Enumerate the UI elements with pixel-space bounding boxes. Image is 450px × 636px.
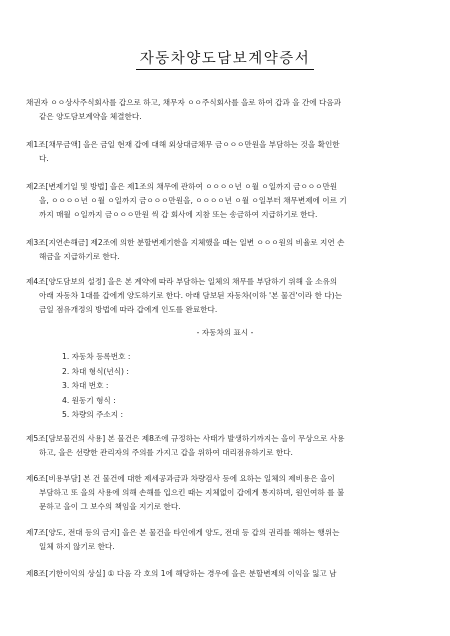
article-6 (26, 472, 424, 514)
text-line: 일체 하지 않기로 한다. (39, 542, 115, 551)
article-7 (26, 526, 424, 554)
list-item: 4. 원동기 형식 : (62, 395, 116, 405)
article-8 (26, 567, 424, 581)
list-item: 1. 자동차 등록번호 : (62, 352, 131, 361)
article-5 (26, 432, 424, 460)
text-line: 제8조[기한이익의 상실] ① 다음 각 호의 1에 해당하는 경우에 을은 분할변제의 이익을 잃고 남 (26, 569, 337, 578)
text-line: 제4조[양도담보의 설정] 을은 본 계약에 따라 부담하는 일체의 채무를 부담하기 위해 을 소유의 (26, 277, 338, 286)
text-line: 을, ㅇㅇㅇㅇ년 ㅇ월 ㅇ일까지 금ㅇㅇㅇ만원을, ㅇㅇㅇㅇ년 ㅇ월 ㅇ일부터 채무변제에 이르 기 (39, 196, 347, 205)
text-line: 제5조[담보물건의 사용] 본 물건은 제8조에 규정하는 사태가 발생하기까지는 을이 무상으로 사용 (26, 434, 345, 443)
text-line: 아래 자동차 1대를 갑에게 양도하기로 한다. 아래 담보된 자동차(이하 '본 물건'이라 한 다)는 (39, 291, 343, 300)
text-line: 채권자 ㅇㅇ상사주식회사를 갑으로 하고, 채무자 ㅇㅇ주식회사를 을로 하여 갑과 을 간에 다음과 (26, 98, 342, 107)
text-line: 까지 매월 ㅇ일까지 금ㅇㅇㅇ만원 씩 갑 회사에 지참 또는 송금하여 지급하기로 한다. (39, 210, 318, 219)
article-2 (26, 180, 424, 222)
vehicle-section-heading: - 자동차의 표시 - (196, 328, 254, 337)
text-line: 하고, 을은 선량한 관리자의 주의를 가지고 갑을 위하여 대리점유하기로 한다. (39, 448, 293, 457)
article-3 (26, 236, 424, 264)
text-line: 다. (39, 154, 49, 163)
text-line: 같은 양도담보계약을 체결한다. (39, 112, 142, 121)
text-line: 제1조[채무금액] 을은 금일 현재 갑에 대해 외상대금채무 금ㅇㅇㅇ만원을 부담하는 것을 확인한 (26, 140, 340, 149)
text-line: 제6조[비용부담] 본 건 물건에 대한 제세공과금과 차량검사 등에 요하는 일체의 제비용은 을이 (26, 474, 335, 483)
list-item: 2. 차대 형식(년식) : (62, 366, 129, 376)
text-line: 제2조[변제기일 및 방법] 을은 제1조의 채무에 관하여 ㅇㅇㅇㅇ년 ㅇ월 ㅇ일까지 금ㅇㅇㅇ만원 (26, 182, 338, 191)
list-item: 5. 차량의 주소지 : (62, 410, 124, 419)
document-title: 자동차양도담보계약증서 (0, 47, 450, 68)
paragraph-parties (26, 96, 424, 124)
article-4 (26, 275, 424, 317)
text-line: 제3조[지연손해금] 제2조에 의한 분할변제기한을 지체했을 때는 일변 ㅇㅇㅇ원의 비율로 지연 손 (26, 238, 345, 247)
text-line: 해금을 지급하기로 한다. (39, 252, 120, 261)
article-1 (26, 138, 424, 166)
text-line: 제7조[양도, 전대 등의 금지] 을은 본 물건을 타인에게 양도, 전대 등 갑의 권리를 해하는 행위는 (26, 528, 340, 537)
text-line: 금일 점유개정의 방법에 따라 갑에게 인도를 완료한다. (39, 305, 218, 314)
list-item: 3. 차대 번호 : (62, 381, 109, 390)
vehicle-list (62, 350, 130, 423)
text-line: 문하고 을이 그 보수의 책임을 지기로 한다. (39, 502, 181, 511)
text-line: 부담하고 또 을의 사용에 의해 손해를 입으킨 때는 지체없이 갑에게 통지하며, 원인여하 를 불 (39, 488, 345, 497)
